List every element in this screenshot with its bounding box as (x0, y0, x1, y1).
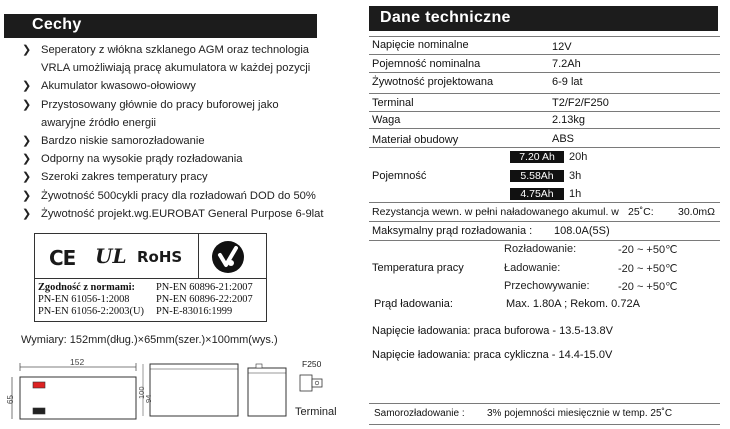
spec-label-max-discharge: Maksymalny prąd rozładowania : (372, 225, 533, 237)
feature-item (22, 132, 342, 150)
divider (369, 147, 720, 148)
spec-label-capacity-nominal: Pojemność nominalna (372, 58, 481, 70)
temp-value-charge: -20 ~ +50℃ (618, 263, 678, 275)
spec-label-voltage: Napięcie nominalne (372, 39, 469, 51)
feature-text: Seperatory z włókna szklanego AGM oraz technologia (41, 44, 310, 56)
bullet-icon: ❯ (22, 153, 32, 166)
spec-value-design-life: 6-9 lat (552, 76, 583, 88)
side-view (137, 364, 238, 416)
spec-label-temperature: Temperatura pracy (372, 262, 464, 274)
feature-text: VRLA umożliwiają pracę akumulatora w każdej pozycji (41, 62, 311, 75)
feature-item (22, 59, 342, 77)
feature-text: Szeroki zakres temperatury pracy (41, 171, 208, 184)
feature-item (22, 205, 342, 223)
length-dimension (20, 357, 136, 371)
bullet-icon: ❯ (22, 207, 32, 220)
capacity-badge-1h: 4.75Ah (510, 188, 564, 200)
divider (369, 36, 720, 37)
feature-text: Żywotność projekt.wg.EUROBAT General Purpose 6-9lat (41, 207, 324, 220)
spec-value-resistance: 30.0mΩ (678, 206, 716, 218)
dim-length-text: 152 (70, 357, 85, 367)
temp-label-discharge: Rozładowanie: (504, 243, 577, 255)
divider (369, 128, 720, 129)
feature-text: Odporny na wysokie prądy rozładowania (41, 153, 243, 166)
dim-height-outer-text: 100 (137, 386, 146, 399)
feature-item (22, 77, 342, 95)
divider (369, 240, 720, 241)
feature-item (22, 114, 342, 132)
dim-width-text: 65 (6, 395, 15, 404)
spec-label-case: Materiał obudowy (372, 134, 459, 146)
spec-label-weight: Waga (372, 114, 401, 126)
capacity-time-3h: 3h (569, 170, 582, 182)
spec-label-capacity: Pojemność (372, 170, 427, 182)
spec-label-charge-current: Prąd ładowania: (374, 298, 453, 310)
feature-text: awaryjne źródło energii (41, 116, 157, 129)
capacity-badge-3h: 5.58Ah (510, 170, 564, 182)
norm-item: PN-EN 60896-22:2007 (156, 293, 253, 305)
spec-value-self-discharge: 3% pojemności miesięcznie w temp. 25˚C (487, 408, 673, 419)
dimensions-text: Wymiary: 152mm(dług.)×65mm(szer.)×100mm(wys.) (21, 334, 278, 346)
ul-mark-icon: UL (95, 244, 127, 268)
bullet-icon: ❯ (22, 135, 32, 148)
spec-value-case: ABS (552, 133, 575, 145)
divider (369, 54, 720, 55)
bullet-icon: ❯ (22, 189, 32, 202)
spec-cycle-voltage: Napięcie ładowania: praca cykliczna - 14.4-15.0V (372, 349, 613, 361)
feature-item (22, 168, 342, 186)
certification-box (34, 233, 267, 322)
temp-label-storage: Przechowywanie: (504, 280, 590, 292)
norms-title: Zgodność z normami: (38, 282, 135, 293)
logo-divider (198, 234, 199, 279)
spec-label-self-discharge: Samorozładowanie : (374, 408, 465, 419)
spec-value-voltage: 12V (552, 41, 572, 53)
spec-label-design-life: Żywotność projektowana (372, 76, 494, 88)
capacity-time-1h: 1h (569, 188, 582, 200)
temp-label-charge: Ładowanie: (504, 262, 561, 274)
ce-mark-icon: CE (49, 246, 76, 270)
terminal-detail (295, 359, 337, 418)
bullet-icon: ❯ (22, 98, 32, 111)
divider (369, 111, 720, 112)
feature-text: Akumulator kwasowo-ołowiowy (41, 80, 196, 93)
feature-item (22, 187, 342, 205)
capacity-time-20h: 20h (569, 151, 588, 163)
bullet-icon: ❯ (22, 80, 32, 93)
features-header: Cechy (4, 14, 317, 38)
divider (369, 93, 720, 94)
capacity-badge-20h: 7.20 Ah (510, 151, 564, 163)
bullet-icon: ❯ (22, 44, 32, 56)
top-view (6, 377, 136, 419)
spec-label-resistance: Rezystancja wewn. w pełni naładowanego akumul. w (372, 206, 619, 218)
temp-value-storage: -20 ~ +50℃ (618, 281, 678, 293)
spec-label-terminal: Terminal (372, 97, 414, 109)
spec-resistance-temp: 25˚C: (628, 206, 654, 218)
feature-item (22, 96, 342, 114)
divider (369, 72, 720, 73)
spec-value-charge-current: Max. 1.80A ; Rekom. 0.72A (506, 298, 640, 310)
divider (369, 424, 720, 425)
norm-item: PN-EN 60896-21:2007 (156, 282, 253, 293)
spec-value-max-discharge: 108.0A(5S) (554, 225, 610, 237)
dim-height-inner-text: 94 (144, 394, 153, 403)
spec-value-weight: 2.13kg (552, 114, 586, 126)
feature-item (22, 150, 342, 168)
divider (369, 403, 720, 404)
feature-text: Żywotność 500cykli pracy dla rozładowań DOD do 50% (41, 189, 316, 202)
feature-text: Bardzo niskie samorozładowanie (41, 135, 205, 148)
feature-text: Przystosowany głównie do pracy buforowej jako (41, 98, 279, 111)
temp-value-discharge: -20 ~ +50℃ (618, 244, 678, 256)
features-list (22, 41, 342, 223)
spec-value-terminal: T2/F2/F250 (552, 97, 609, 109)
spec-float-voltage: Napięcie ładowania: praca buforowa - 13.5-13.8V (372, 325, 613, 337)
norms-block (38, 282, 266, 317)
bullet-icon: ❯ (22, 171, 32, 184)
feature-item (22, 41, 342, 59)
terminal-type-text: F250 (302, 359, 322, 369)
vds-check-icon (210, 239, 246, 275)
norm-item: PN-EN 61056-1:2008 (38, 293, 130, 305)
specs-header: Dane techniczne (369, 6, 718, 31)
terminal-caption: Terminal (295, 406, 337, 418)
norm-item: PN-E-83016:1999 (156, 305, 233, 317)
rohs-mark-icon: RoHS (137, 248, 183, 266)
end-view (248, 364, 286, 416)
spec-value-capacity-nominal: 7.2Ah (552, 58, 581, 70)
divider (369, 202, 720, 203)
divider (369, 221, 720, 222)
norm-item: PN-EN 61056-2:2003(U) (38, 305, 144, 317)
technical-drawing (0, 355, 345, 429)
certification-logos (35, 234, 266, 279)
